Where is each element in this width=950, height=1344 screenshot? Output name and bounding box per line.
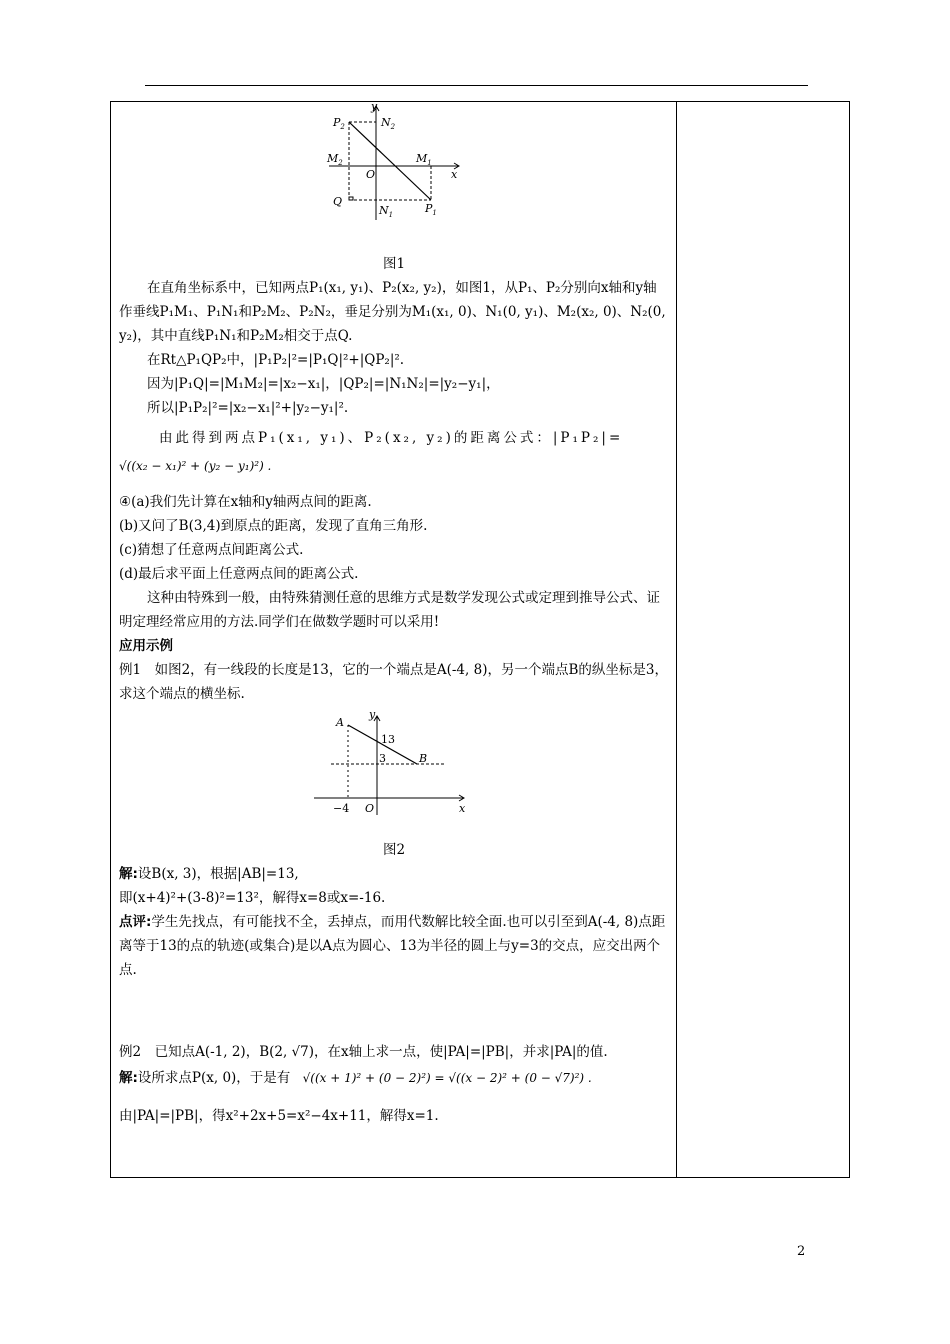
fig2-label-o: O (365, 802, 375, 815)
fig2-label-neg4: −4 (333, 802, 350, 815)
comment: 点评:学生先找点，有可能找不全，丢掉点，而用代数解比较全面.也可以引至到A(-4, 8)点距离等于13的点的轨迹(或集合)是以A点为圆心、13为半径的圆上与y=3的交点，应交出两个点. (119, 914, 666, 978)
example-2: 例2 已知点A(-1, 2)，B(2, √7)，在x轴上求一点，使|PA|=|PB|，并求|PA|的值. (119, 1044, 608, 1060)
paragraph-right-triangle: 在Rt△P₁QP₂中，|P₁P₂|²=|P₁Q|²+|QP₂|². (147, 352, 405, 368)
list-item-d: (d)最后求平面上任意两点间的距离公式. (119, 566, 359, 582)
page-number: 2 (797, 1244, 806, 1259)
example-1: 例1 如图2，有一线段的长度是13，它的一个端点是A(-4, 8)，另一个端点B的纵坐标是3，求这个端点的横坐标. (119, 662, 668, 702)
distance-formula: √((x₂ − x₁)² + (y₂ − y₁)²) . (119, 459, 272, 473)
paragraph-method: 这种由特殊到一般，由特殊猜测任意的思维方式是数学发现公式或定理到推导公式、证明定理经常应用的方法.同学们在做数学题时可以采用! (119, 590, 660, 630)
main-cell (119, 102, 669, 1128)
fig1-right-angle-mark (349, 197, 353, 200)
figure-1 (319, 102, 469, 222)
lesson-table (110, 101, 850, 1178)
comment-label: 点评: (119, 914, 152, 930)
fig1-label-q: Q (333, 195, 343, 208)
fig1-label-x: x (451, 168, 458, 181)
fig1-label-p2: $P_2$ (333, 116, 345, 131)
fig1-label-p1: $P_1$ (425, 202, 437, 217)
fig2-label-y: y (369, 710, 376, 721)
paragraph-therefore: 所以|P₁P₂|²=|x₂−x₁|²+|y₂−y₁|². (147, 400, 349, 416)
figure-1-caption: 图1 (382, 256, 406, 272)
fig2-label-b: B (419, 752, 428, 765)
solution-label: 解: (119, 866, 138, 882)
fig1-label-n2: $N_2$ (381, 116, 396, 131)
solution-label-2: 解: (119, 1070, 138, 1086)
fig1-label-y: y (371, 102, 378, 113)
header-rule (145, 85, 808, 86)
list-item-a: ④(a)我们先计算在x轴和y轴两点间的距离. (119, 494, 372, 510)
fig2-label-3: 3 (379, 752, 386, 765)
list-item-c: (c)猜想了任意两点间距离公式. (119, 542, 304, 558)
fig2-label-a: A (336, 716, 344, 729)
fig1-label-n1: $N_1$ (379, 204, 394, 219)
table-column-divider (676, 102, 677, 1177)
fig2-label-13: 13 (381, 733, 395, 746)
solution-1-line-1: 解:设B(x, 3)，根据|AB|=13, (119, 866, 299, 882)
solution-1-line-2: 即(x+4)²+(3-8)²=13²，解得x=8或x=-16. (119, 890, 386, 906)
paragraph-distance-formula: 由此得到两点P₁(x₁, y₁)、P₂(x₂, y₂)的距离公式：|P₁P₂|= (159, 430, 624, 446)
figure-2 (309, 710, 479, 820)
fig1-label-o: O (366, 168, 376, 181)
list-item-b: (b)又问了B(3,4)到原点的距离，发现了直角三角形. (119, 518, 428, 534)
solution-2-line-2: 由|PA|=|PB|，得x²+2x+5=x²−4x+11，解得x=1. (119, 1108, 439, 1124)
figure-2-caption: 图2 (382, 842, 406, 858)
solution-2-line-1: 解:设所求点P(x, 0)，于是有 √((x + 1)² + (0 − 2)²) = √((x − 2)² + (0 − √7)²) . (119, 1070, 592, 1086)
equation-pa-pb: √((x + 1)² + (0 − 2)²) = √((x − 2)² + (0 − √7)²) . (302, 1071, 592, 1085)
paragraph-because: 因为|P₁Q|=|M₁M₂|=|x₂−x₁|，|QP₂|=|N₁N₂|=|y₂−y₁|， (147, 376, 500, 392)
fig2-label-x: x (459, 802, 466, 815)
paragraph-definition: 在直角坐标系中，已知两点P₁(x₁, y₁)、P₂(x₂, y₂)，如图1，从P₁、P₂分别向x轴和y轴作垂线P₁M₁、P₁N₁和P₂M₂、P₂N₂，垂足分别为M₁(x₁, 0)、N₁(0, y₁)、M₂(x₂, 0)、N₂(0, y₂)，其中直线P₁N₁和P₂M₂相交于点Q. (119, 280, 666, 344)
section-title: 应用示例 (119, 638, 173, 654)
fig1-label-m2: $M_2$ (327, 152, 343, 167)
fig1-label-m1: $M_1$ (416, 152, 432, 167)
